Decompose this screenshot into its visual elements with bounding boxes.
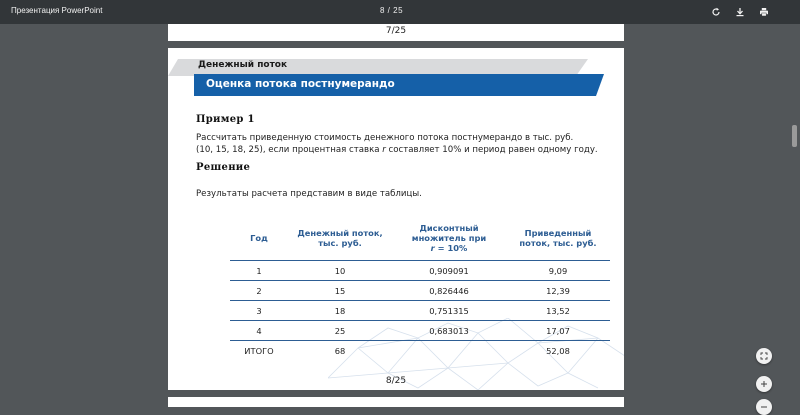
cell-present-value: 13,52 xyxy=(506,301,610,321)
cell-year: 3 xyxy=(230,301,288,321)
cell-year: 4 xyxy=(230,321,288,341)
page-indicator[interactable]: 8 / 25 xyxy=(380,6,404,15)
cell-cash-flow: 15 xyxy=(288,281,392,301)
header-year: Год xyxy=(230,220,288,261)
slide-page xyxy=(168,48,624,390)
download-button[interactable] xyxy=(732,4,748,20)
problem-statement xyxy=(196,132,616,156)
cell-year: 1 xyxy=(230,261,288,281)
table-intro: Результаты расчета представим в виде таблицы. xyxy=(196,189,422,199)
previous-page xyxy=(168,24,624,41)
cell-cash-flow: 18 xyxy=(288,301,392,321)
results-table xyxy=(230,220,610,360)
zoom-out-button[interactable] xyxy=(756,399,772,415)
cell-cash-flow: 10 xyxy=(288,261,392,281)
problem-line-2-start: (10, 15, 18, 25), если процентная ставка xyxy=(196,145,383,155)
pdf-toolbar xyxy=(0,0,800,24)
rotate-icon xyxy=(711,7,721,17)
cell-year: 2 xyxy=(230,281,288,301)
problem-line-2 xyxy=(196,144,616,156)
cell-discount-factor: 0,751315 xyxy=(392,301,506,321)
next-page xyxy=(168,397,624,407)
cell-total-label: ИТОГО xyxy=(244,345,274,356)
page-number: 8/25 xyxy=(385,376,407,386)
cell-present-value: 12,39 xyxy=(506,281,610,301)
rotate-button[interactable] xyxy=(708,4,724,20)
cell-total-present-value: 52,08 xyxy=(546,345,570,356)
header-cash-flow: Денежный поток, тыс. руб. xyxy=(288,220,392,261)
rate-symbol: r xyxy=(382,145,386,155)
document-title: Презентация PowerPoint xyxy=(11,6,103,15)
table-row xyxy=(230,261,610,281)
cell-present-value: 17,07 xyxy=(506,321,610,341)
download-icon xyxy=(735,7,745,17)
fit-page-button[interactable] xyxy=(756,348,772,364)
table-row xyxy=(230,321,610,341)
cell-total-cash-flow: 68 xyxy=(334,345,346,356)
table-total-row xyxy=(230,341,610,361)
zoom-in-button[interactable] xyxy=(756,376,772,392)
previous-page-number: 7/25 xyxy=(385,26,407,36)
example-heading: Пример 1 xyxy=(196,114,255,125)
cell-total-discount xyxy=(392,341,506,361)
fit-page-icon xyxy=(760,352,768,360)
table-row xyxy=(230,301,610,321)
solution-heading: Решение xyxy=(196,162,251,173)
cell-cash-flow: 25 xyxy=(288,321,392,341)
cell-discount-factor: 0,909091 xyxy=(392,261,506,281)
header-discount-factor: Дисконтный множитель при r = 10% xyxy=(392,220,506,261)
print-button[interactable] xyxy=(756,4,772,20)
cell-present-value: 9,09 xyxy=(506,261,610,281)
problem-line-2-end: составляет 10% и период равен одному году. xyxy=(385,145,598,155)
print-icon xyxy=(759,7,769,17)
zoom-out-icon xyxy=(760,403,768,411)
problem-line-1: Рассчитать приведенную стоимость денежного потока постнумерандо в тыс. руб. xyxy=(196,133,574,143)
cell-discount-factor: 0,826446 xyxy=(392,281,506,301)
cell-discount-factor: 0,683013 xyxy=(392,321,506,341)
table-header-row xyxy=(230,220,610,261)
slide-title: Оценка потока постнумерандо xyxy=(206,78,395,90)
header-present-value: Приведенный поток, тыс. руб. xyxy=(506,220,610,261)
section-title: Денежный поток xyxy=(198,60,288,70)
table-row xyxy=(230,281,610,301)
scrollbar-thumb[interactable] xyxy=(792,125,797,147)
zoom-in-icon xyxy=(760,380,768,388)
